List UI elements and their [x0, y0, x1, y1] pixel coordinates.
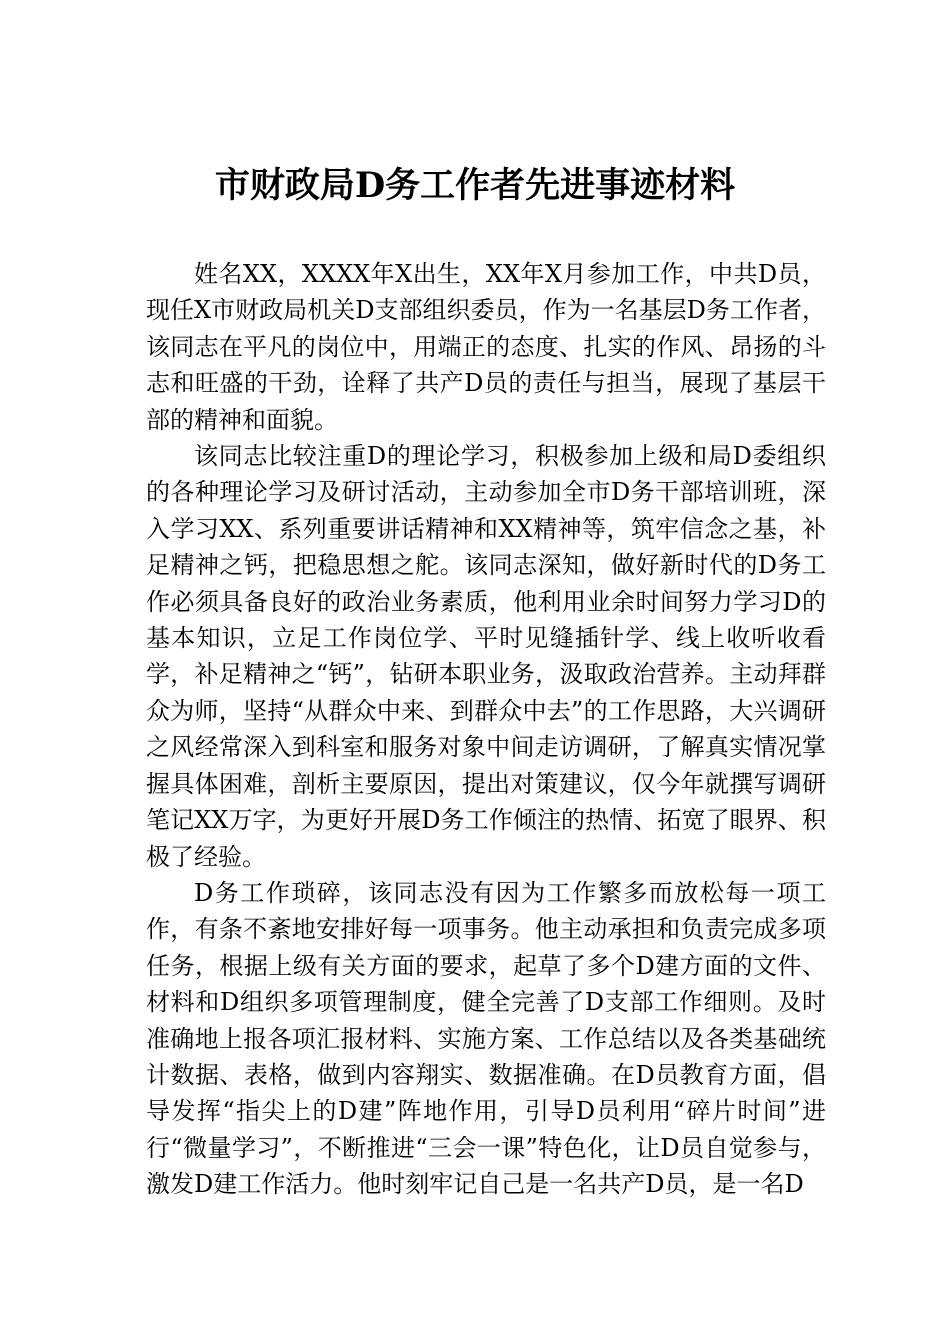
paragraph-2: 该同志比较注重D的理论学习，积极参加上级和局D委组织的各种理论学习及研讨活动，主动参加全市D务干部培训班，深入学习XX、系列重要讲话精神和XX精神等，筑牢信念之基，补足精神之钙，把稳思想之舵。该同志深知，做好新时代的D务工作必须具备良好的政治业务素质，他利用业余时间努力学习D的基本知识，立足工作岗位学、平时见缝插针学、线上收听收看学，补足精神之“钙”，钻研本职业务，汲取政治营养。主动拜群众为师，坚持“从群众中来、到群众中去”的工作思路，大兴调研之风经常深入到科室和服务对象中间走访调研，了解真实情况掌握具体困难，剖析主要原因，提出对策建议，仅今年就撰写调研笔记XX万字，为更好开展D务工作倾注的热情、拓宽了眼界、积极了经验。: [146, 442, 826, 871]
document-body: [146, 256, 826, 1203]
document-title: 市财政局D务工作者先进事迹材料: [214, 165, 736, 206]
paragraph-1: 姓名XX，XXXX年X出生，XX年X月参加工作，中共D员，现任X市财政局机关D支部组织委员，作为一名基层D务工作者，该同志在平凡的岗位中，用端正的态度、扎实的作风、昂扬的斗志和旺盛的干劲，诠释了共产D员的责任与担当，展现了基层干部的精神和面貌。: [146, 260, 826, 434]
paragraph-3: D务工作琐碎，该同志没有因为工作繁多而放松每一项工作，有条不紊地安排好每一项事务。他主动承担和负责完成多项任务，根据上级有关方面的要求，起草了多个D建方面的文件、材料和D组织多项管理制度，健全完善了D支部工作细则。及时准确地上报各项汇报材料、实施方案、工作总结以及各类基础统计数据、表格，做到内容翔实、数据准确。在D员教育方面，倡导发挥“指尖上的D建”阵地作用，引导D员利用“碎片时间”进行“微量学习”，不断推进“三会一课”特色化，让D员自觉参与，激发D建工作活力。他时刻牢记自己是一名共产D员，是一名D: [146, 878, 826, 1199]
